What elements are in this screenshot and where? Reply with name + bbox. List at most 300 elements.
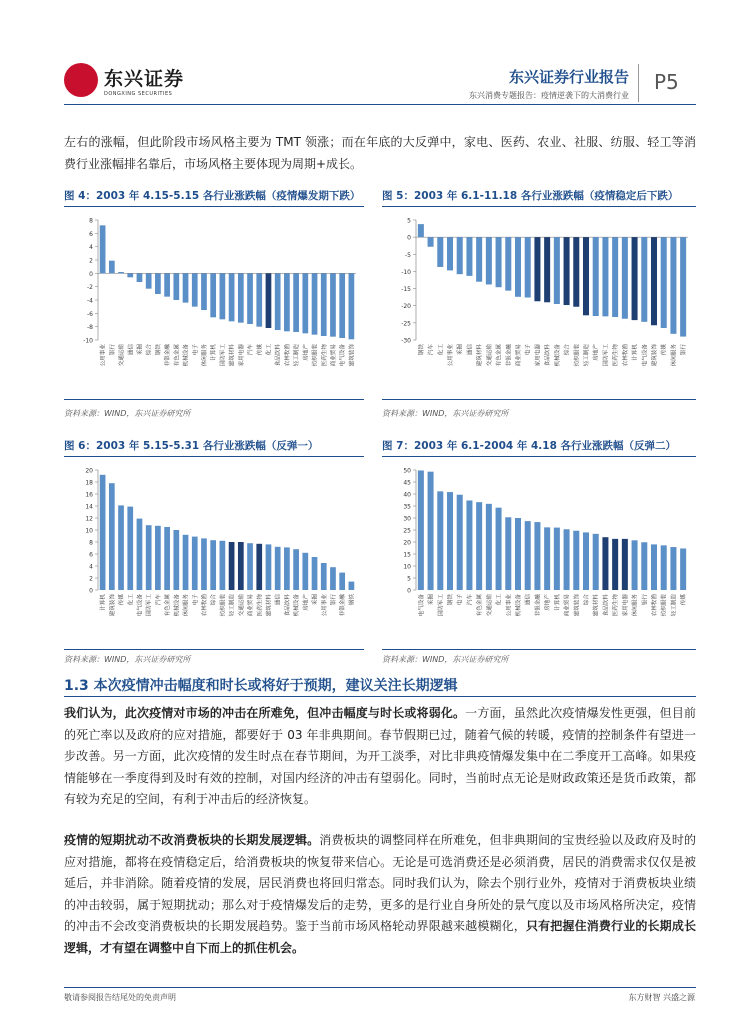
bar-建筑装饰 <box>651 237 657 325</box>
bar-钢铁 <box>418 224 424 237</box>
bar-农林牧渔 <box>201 538 207 590</box>
x-tick-label: 公用事业 <box>448 344 454 367</box>
x-tick-label: 汽车 <box>467 594 474 606</box>
bar-钢铁 <box>349 582 355 590</box>
bar-医药生物 <box>321 273 327 336</box>
x-tick-label: 医药生物 <box>613 594 620 617</box>
x-tick-label: 建筑材料 <box>593 594 600 617</box>
x-tick-label: 房地产 <box>593 344 600 361</box>
y-tick-label: 4 <box>89 244 93 252</box>
x-tick-label: 轻工制造 <box>584 344 590 367</box>
x-tick-label: 公用事业 <box>506 594 513 617</box>
y-tick-label: 20 <box>403 539 411 547</box>
bar-休闲服务 <box>201 273 207 310</box>
x-tick-label: 房地产 <box>545 594 552 611</box>
bar-休闲服务 <box>632 540 638 590</box>
bar-建筑材料 <box>476 237 482 282</box>
bar-公用事业 <box>505 517 511 590</box>
bar-公用事业 <box>321 563 327 590</box>
x-tick-label: 银行 <box>642 594 649 606</box>
x-tick-label: 汽车 <box>155 594 162 606</box>
x-tick-label: 传媒 <box>661 344 668 356</box>
fig7-bottom-rule <box>382 649 696 650</box>
footer-rule <box>64 987 696 988</box>
x-tick-label: 化工 <box>438 344 445 356</box>
y-tick-label: -10 <box>401 268 411 276</box>
x-tick-label: 商业贸易 <box>516 344 522 367</box>
y-tick-label: -4 <box>87 297 93 305</box>
fig5-title: 图 5：2003 年 6.1-11.18 各行业涨跌幅（疫情稳定后下跌） <box>382 190 679 202</box>
x-tick-label: 电子 <box>457 594 464 606</box>
x-tick-label: 纺织服装 <box>661 594 668 617</box>
logo-name-cn: 东兴证券 <box>104 68 185 90</box>
bar-银行 <box>109 261 115 274</box>
bar-医药生物 <box>612 237 618 317</box>
paragraph-2-body: 消费板块的调整同样在所难免，但非典期间的宝贵经验以及政府及时的应对措施，都将在疫情稳定后，给消费板块的恢复带来信心。无论是可选消费还是必须消费，居民的消费需求仅仅是被延后，并非消除。随着疫情的发展，居民消费也将回归常态。同时我们认为，除去个别行业外，疫情对于消费板块业绩的冲击较弱，属于短期扰动；那么对于疫情爆发后的走势，更多的是行业自身所处的景气度以及市场风格所决定，疫情的冲击不会改变消费板块的长期发展趋势。鉴于当前市场风格轮动界限越来越模糊化， <box>64 833 696 933</box>
x-tick-label: 采掘 <box>428 594 435 606</box>
x-tick-label: 国防军工 <box>146 594 153 617</box>
fig5-title-rule <box>382 206 696 207</box>
x-tick-label: 商业贸易 <box>330 344 337 367</box>
bar-计算机 <box>554 528 560 590</box>
paragraph-1-body: 一方面，虽然此次疫情爆发性更强，但目前的死亡率以及政府的应对措施，都要好于 03 年非典期间。春节假期已过，随着气候的转暖，疫情的控制条件有望进一步改善。另一方面，此次疫情的发生时点在春节期间，为开工淡季，对比非典疫情爆发集中在二季度开工高峰。如果疫情能够在一季度得到及时有效的控制，对国内经济的冲击有望弱化。同时，当前时点无论是财政政策还是货币政策，都有较为充足的空间，有利于冲击后的经济恢复。 <box>64 706 696 806</box>
x-tick-label: 家用电器 <box>238 344 245 367</box>
bar-机械设备 <box>293 549 299 590</box>
x-tick-label: 传媒 <box>681 594 688 606</box>
bar-房地产 <box>302 273 308 333</box>
x-tick-label: 计算机 <box>554 594 561 611</box>
bar-商业贸易 <box>330 273 336 336</box>
x-tick-label: 轻工制造 <box>229 594 236 617</box>
x-tick-label: 采掘 <box>137 344 144 356</box>
bar-银行 <box>641 542 647 590</box>
x-tick-label: 化工 <box>266 344 273 356</box>
bar-电气设备 <box>418 470 424 590</box>
x-tick-label: 家用电器 <box>535 344 542 367</box>
bar-房地产 <box>544 527 550 590</box>
x-tick-label: 交通运输 <box>238 594 245 617</box>
x-tick-label: 休闲服务 <box>201 344 208 367</box>
x-tick-label: 电子 <box>192 344 199 356</box>
y-tick-label: -15 <box>401 286 411 294</box>
bar-有色金属 <box>476 502 482 590</box>
x-tick-label: 农林牧渔 <box>284 344 291 367</box>
fig7-source: 资料来源：WIND，东兴证券研究所 <box>382 655 509 664</box>
bar-银行 <box>330 567 336 590</box>
x-tick-label: 休闲服务 <box>671 344 678 367</box>
x-tick-label: 电气设备 <box>642 344 649 367</box>
x-tick-label: 有色金属 <box>174 344 181 367</box>
chart-fig5 <box>382 212 696 398</box>
x-tick-label: 交通运输 <box>486 594 493 617</box>
x-tick-label: 国防军工 <box>603 344 610 367</box>
footer-slogan: 东方财智 兴盛之源 <box>628 993 695 1002</box>
x-tick-label: 轻工制造 <box>294 344 301 367</box>
x-tick-label: 传媒 <box>257 344 264 356</box>
x-tick-label: 化工 <box>128 594 135 606</box>
bar-汽车 <box>466 500 472 590</box>
bar-建筑装饰 <box>573 531 579 590</box>
bar-轻工制造 <box>583 237 589 315</box>
bar-计算机 <box>632 237 638 320</box>
x-tick-label: 通信 <box>128 344 135 356</box>
x-tick-label: 电气设备 <box>418 594 425 617</box>
bar-食品饮料 <box>275 273 281 330</box>
y-tick-label: 0 <box>407 234 411 242</box>
x-tick-label: 综合 <box>564 344 571 356</box>
y-tick-label: -2 <box>87 284 93 292</box>
y-tick-label: 8 <box>89 217 93 225</box>
x-tick-label: 农林牧渔 <box>652 594 658 617</box>
y-tick-label: -20 <box>401 303 411 311</box>
bar-综合 <box>210 540 216 590</box>
report-header-title: 东兴证券行业报告 <box>508 68 629 86</box>
bar-传媒 <box>118 505 124 590</box>
x-tick-label: 采掘 <box>312 594 319 606</box>
x-tick-label: 机械设备 <box>554 344 561 367</box>
y-tick-label: 16 <box>85 491 93 499</box>
bar-公用事业 <box>100 225 106 273</box>
header-rule <box>64 104 696 105</box>
x-tick-label: 机械设备 <box>294 594 301 617</box>
section-rule <box>64 696 696 697</box>
bar-钢铁 <box>447 492 453 590</box>
fig6-title: 图 6：2003 年 5.15-5.31 各行业涨跌幅（反弹一） <box>64 440 319 452</box>
bar-传媒 <box>661 237 667 328</box>
y-tick-label: 30 <box>403 515 411 523</box>
report-header-subtitle: 东兴消费专题报告：疫情逆袭下的大消费行业 <box>469 91 629 100</box>
fig4-bottom-rule <box>64 399 364 400</box>
bar-传媒 <box>680 548 686 590</box>
bar-国防军工 <box>220 273 226 319</box>
bar-食品饮料 <box>544 237 550 302</box>
bar-有色金属 <box>496 237 502 287</box>
fig4-source: 资料来源：WIND，东兴证券研究所 <box>64 409 191 418</box>
x-tick-label: 休闲服务 <box>183 594 190 617</box>
y-tick-label: 0 <box>407 587 411 595</box>
bar-电气设备 <box>137 519 143 590</box>
y-tick-label: 20 <box>85 467 93 475</box>
x-tick-label: 农林牧渔 <box>201 594 208 617</box>
x-tick-label: 商业贸易 <box>564 594 571 617</box>
x-tick-label: 汽车 <box>248 344 255 356</box>
x-tick-label: 休闲服务 <box>632 594 639 617</box>
y-tick-label: 50 <box>403 467 411 475</box>
bar-商业贸易 <box>247 543 253 590</box>
paragraph-2-lead: 疫情的短期扰动不改消费板块的长期发展逻辑。 <box>64 833 320 847</box>
y-tick-label: -30 <box>401 337 411 345</box>
bar-电子 <box>525 237 531 297</box>
bar-有色金属 <box>164 527 170 590</box>
bar-公用事业 <box>447 237 453 270</box>
bar-交通运输 <box>118 272 124 273</box>
bar-轻工制造 <box>670 547 676 590</box>
y-tick-label: 0 <box>89 270 93 278</box>
y-tick-label: 6 <box>89 230 93 238</box>
x-tick-label: 家用电器 <box>622 594 629 617</box>
y-tick-label: 35 <box>403 503 411 511</box>
bar-汽车 <box>247 273 253 324</box>
y-tick-label: 6 <box>89 551 93 559</box>
fig5-bottom-rule <box>382 399 696 400</box>
y-tick-label: 2 <box>89 257 93 265</box>
bar-房地产 <box>593 237 599 316</box>
x-tick-label: 通信 <box>467 344 474 356</box>
bar-汽车 <box>428 237 434 247</box>
x-tick-label: 综合 <box>584 594 590 606</box>
x-tick-label: 汽车 <box>428 344 435 356</box>
fig6-title-rule <box>64 456 364 457</box>
bar-农林牧渔 <box>284 273 290 331</box>
page-number: P5 <box>654 70 679 94</box>
x-tick-label: 计算机 <box>632 344 639 361</box>
bar-纺织服装 <box>220 541 226 590</box>
x-tick-label: 建筑材料 <box>477 344 484 367</box>
bar-建筑材料 <box>229 273 235 321</box>
y-tick-label: 10 <box>85 527 93 535</box>
bar-计算机 <box>100 475 106 590</box>
x-tick-label: 建筑装饰 <box>652 344 658 367</box>
y-tick-label: 10 <box>403 563 411 571</box>
bar-综合 <box>583 532 589 590</box>
x-tick-label: 机械设备 <box>183 344 190 367</box>
paragraph-1-lead: 我们认为，此次疫情对市场的冲击在所难免，但冲击幅度与时长或将弱化。 <box>64 706 466 720</box>
fig6-bottom-rule <box>64 649 364 650</box>
x-tick-label: 国防军工 <box>220 344 227 367</box>
fig5-source: 资料来源：WIND，东兴证券研究所 <box>382 409 509 418</box>
x-tick-label: 纺织服装 <box>312 344 319 367</box>
x-tick-label: 机械设备 <box>516 594 522 617</box>
x-tick-label: 电气设备 <box>137 594 144 617</box>
bar-机械设备 <box>554 237 560 304</box>
bar-化工 <box>266 273 272 328</box>
x-tick-label: 机械设备 <box>174 594 181 617</box>
bar-医药生物 <box>256 544 262 590</box>
bar-汽车 <box>155 526 161 590</box>
x-tick-label: 医药生物 <box>257 594 264 617</box>
x-tick-label: 建筑材料 <box>229 344 236 367</box>
x-tick-label: 商业贸易 <box>248 594 255 617</box>
x-tick-label: 食品饮料 <box>284 594 291 617</box>
bar-电子 <box>192 273 198 306</box>
x-tick-label: 公用事业 <box>100 344 107 367</box>
y-tick-label: -8 <box>87 324 93 332</box>
y-tick-label: 5 <box>407 575 411 583</box>
fig4-title-rule <box>64 206 364 207</box>
y-tick-label: 45 <box>403 479 411 487</box>
x-tick-label: 电子 <box>192 594 199 606</box>
y-tick-label: -10 <box>83 337 93 345</box>
x-tick-label: 计算机 <box>211 344 218 361</box>
x-tick-label: 电气设备 <box>340 344 347 367</box>
x-tick-label: 建筑材料 <box>266 594 273 617</box>
x-tick-label: 食品饮料 <box>275 344 282 367</box>
x-tick-label: 非银金融 <box>506 344 513 367</box>
bar-化工 <box>496 508 502 590</box>
x-tick-label: 有色金属 <box>165 594 172 617</box>
bar-交通运输 <box>486 237 492 284</box>
fig7-title-rule <box>382 456 696 457</box>
bar-休闲服务 <box>670 237 676 334</box>
x-tick-label: 化工 <box>496 594 503 606</box>
bar-机械设备 <box>183 273 189 302</box>
x-tick-label: 医药生物 <box>613 344 620 367</box>
bar-建筑材料 <box>593 534 599 590</box>
fig4-title: 图 4：2003 年 4.15-5.15 各行业涨跌幅（疫情爆发期下跌） <box>64 190 361 202</box>
section-paragraph-2 <box>64 830 696 959</box>
bar-化工 <box>127 507 133 590</box>
y-tick-label: 18 <box>85 479 93 487</box>
x-tick-label: 钢铁 <box>418 344 425 356</box>
bar-食品饮料 <box>284 547 290 590</box>
x-tick-label: 钢铁 <box>349 594 356 606</box>
x-tick-label: 计算机 <box>100 594 107 611</box>
bar-综合 <box>564 237 570 305</box>
bar-化工 <box>437 237 443 267</box>
y-tick-label: 8 <box>89 539 93 547</box>
bar-非银金融 <box>164 273 170 296</box>
y-tick-label: 0 <box>89 587 93 595</box>
bar-银行 <box>680 237 686 336</box>
company-logo-icon <box>64 63 98 97</box>
bar-电气设备 <box>641 237 647 322</box>
bar-农林牧渔 <box>622 237 628 319</box>
bar-国防军工 <box>146 525 152 590</box>
x-tick-label: 交通运输 <box>119 344 126 367</box>
bar-采掘 <box>312 557 318 590</box>
footer-disclaimer: 敬请参阅报告结尾处的免责声明 <box>64 993 176 1002</box>
y-tick-label: 40 <box>403 491 411 499</box>
section-paragraph-1 <box>64 703 696 811</box>
x-tick-label: 纺织服装 <box>574 344 581 367</box>
x-tick-label: 非银金融 <box>165 344 172 367</box>
bar-家用电器 <box>238 273 244 322</box>
bar-计算机 <box>210 273 216 317</box>
y-tick-label: -25 <box>401 320 411 328</box>
x-tick-label: 建筑装饰 <box>574 594 581 617</box>
chart-fig7 <box>382 462 696 648</box>
bar-采掘 <box>457 237 463 274</box>
bar-通信 <box>525 521 531 590</box>
bar-纺织服装 <box>661 545 667 590</box>
x-tick-label: 医药生物 <box>321 344 328 367</box>
paragraph-2-conclusion: 只有把握住消费行业的长期成长逻辑，才有望在调整中自下而上的抓住机会。 <box>64 919 696 955</box>
bar-家用电器 <box>534 237 540 301</box>
bar-国防军工 <box>437 491 443 590</box>
y-tick-label: 2 <box>89 575 93 583</box>
bar-商业贸易 <box>515 237 521 297</box>
bar-非银金融 <box>505 237 511 290</box>
y-tick-label: 5 <box>407 217 411 225</box>
x-tick-label: 轻工制造 <box>671 594 678 617</box>
bar-机械设备 <box>515 518 521 590</box>
x-tick-label: 传媒 <box>119 594 126 606</box>
header-divider <box>638 64 639 102</box>
x-tick-label: 钢铁 <box>448 594 454 606</box>
bar-非银金融 <box>339 573 345 590</box>
x-tick-label: 通信 <box>525 594 532 606</box>
x-tick-label: 房地产 <box>303 594 310 611</box>
bar-纺织服装 <box>573 237 579 307</box>
x-tick-label: 通信 <box>275 594 282 606</box>
bar-建筑装饰 <box>349 273 355 339</box>
x-tick-label: 公用事业 <box>321 594 328 617</box>
chart-fig4 <box>64 212 364 398</box>
x-tick-label: 采掘 <box>457 344 464 356</box>
chart-fig6 <box>64 462 364 648</box>
bar-交通运输 <box>486 504 492 590</box>
bar-轻工制造 <box>229 542 235 590</box>
bar-非银金融 <box>534 522 540 590</box>
x-tick-label: 银行 <box>681 344 688 356</box>
bar-传媒 <box>256 273 262 326</box>
x-tick-label: 纺织服装 <box>220 594 227 617</box>
bar-综合 <box>146 273 152 288</box>
y-tick-label: 4 <box>89 563 93 571</box>
bar-休闲服务 <box>183 535 189 590</box>
bar-通信 <box>275 547 281 590</box>
x-tick-label: 国防军工 <box>438 594 445 617</box>
bar-农林牧渔 <box>651 544 657 590</box>
x-tick-label: 食品饮料 <box>603 594 610 617</box>
bar-钢铁 <box>155 273 161 294</box>
x-tick-label: 非银金融 <box>535 594 542 617</box>
y-tick-label: 12 <box>85 515 93 523</box>
bar-医药生物 <box>612 539 618 590</box>
bar-采掘 <box>428 472 434 590</box>
x-tick-label: 有色金属 <box>496 344 503 367</box>
x-tick-label: 综合 <box>211 594 218 606</box>
y-tick-label: 15 <box>403 551 411 559</box>
x-tick-label: 银行 <box>330 594 337 606</box>
bar-家用电器 <box>622 539 628 590</box>
bar-食品饮料 <box>602 537 608 590</box>
bar-国防军工 <box>602 237 608 316</box>
fig7-title: 图 7：2003 年 6.1-2004 年 4.18 各行业涨跌幅（反弹二） <box>382 440 677 452</box>
x-tick-label: 有色金属 <box>477 594 484 617</box>
y-tick-label: -5 <box>405 251 411 259</box>
x-tick-label: 房地产 <box>303 344 310 361</box>
y-tick-label: 25 <box>403 527 411 535</box>
bar-建筑材料 <box>266 544 272 590</box>
bar-房地产 <box>302 553 308 590</box>
y-tick-label: 14 <box>85 503 93 511</box>
bar-采掘 <box>137 273 143 282</box>
bar-商业贸易 <box>564 529 570 590</box>
x-tick-label: 钢铁 <box>155 344 162 356</box>
x-tick-label: 建筑装饰 <box>109 594 116 617</box>
intro-paragraph: 左右的涨幅，但此阶段市场风格主要为 TMT 领涨；而在年底的大反弹中，家电、医药、农业、社服、纺服、轻工等消费行业涨幅排名靠后，市场风格主要体现为周期+成长。 <box>64 135 696 171</box>
x-tick-label: 非银金融 <box>340 594 347 617</box>
bar-纺织服装 <box>312 273 318 334</box>
bar-有色金属 <box>173 273 179 300</box>
bar-机械设备 <box>173 530 179 590</box>
x-tick-label: 农林牧渔 <box>622 344 629 367</box>
x-tick-label: 交通运输 <box>486 344 493 367</box>
logo-name-en: DONGXING SECURITIES <box>104 91 173 97</box>
bar-通信 <box>466 237 472 276</box>
bar-交通运输 <box>238 542 244 590</box>
x-tick-label: 食品饮料 <box>545 344 552 367</box>
section-heading: 1.3 本次疫情冲击幅度和时长或将好于预期，建议关注长期逻辑 <box>64 678 458 694</box>
bar-建筑装饰 <box>109 483 115 590</box>
x-tick-label: 综合 <box>146 344 153 356</box>
x-tick-label: 电子 <box>525 344 532 356</box>
x-tick-label: 建筑装饰 <box>349 344 356 367</box>
bar-电子 <box>457 495 463 590</box>
bar-电气设备 <box>339 273 345 338</box>
fig6-source: 资料来源：WIND，东兴证券研究所 <box>64 655 191 664</box>
